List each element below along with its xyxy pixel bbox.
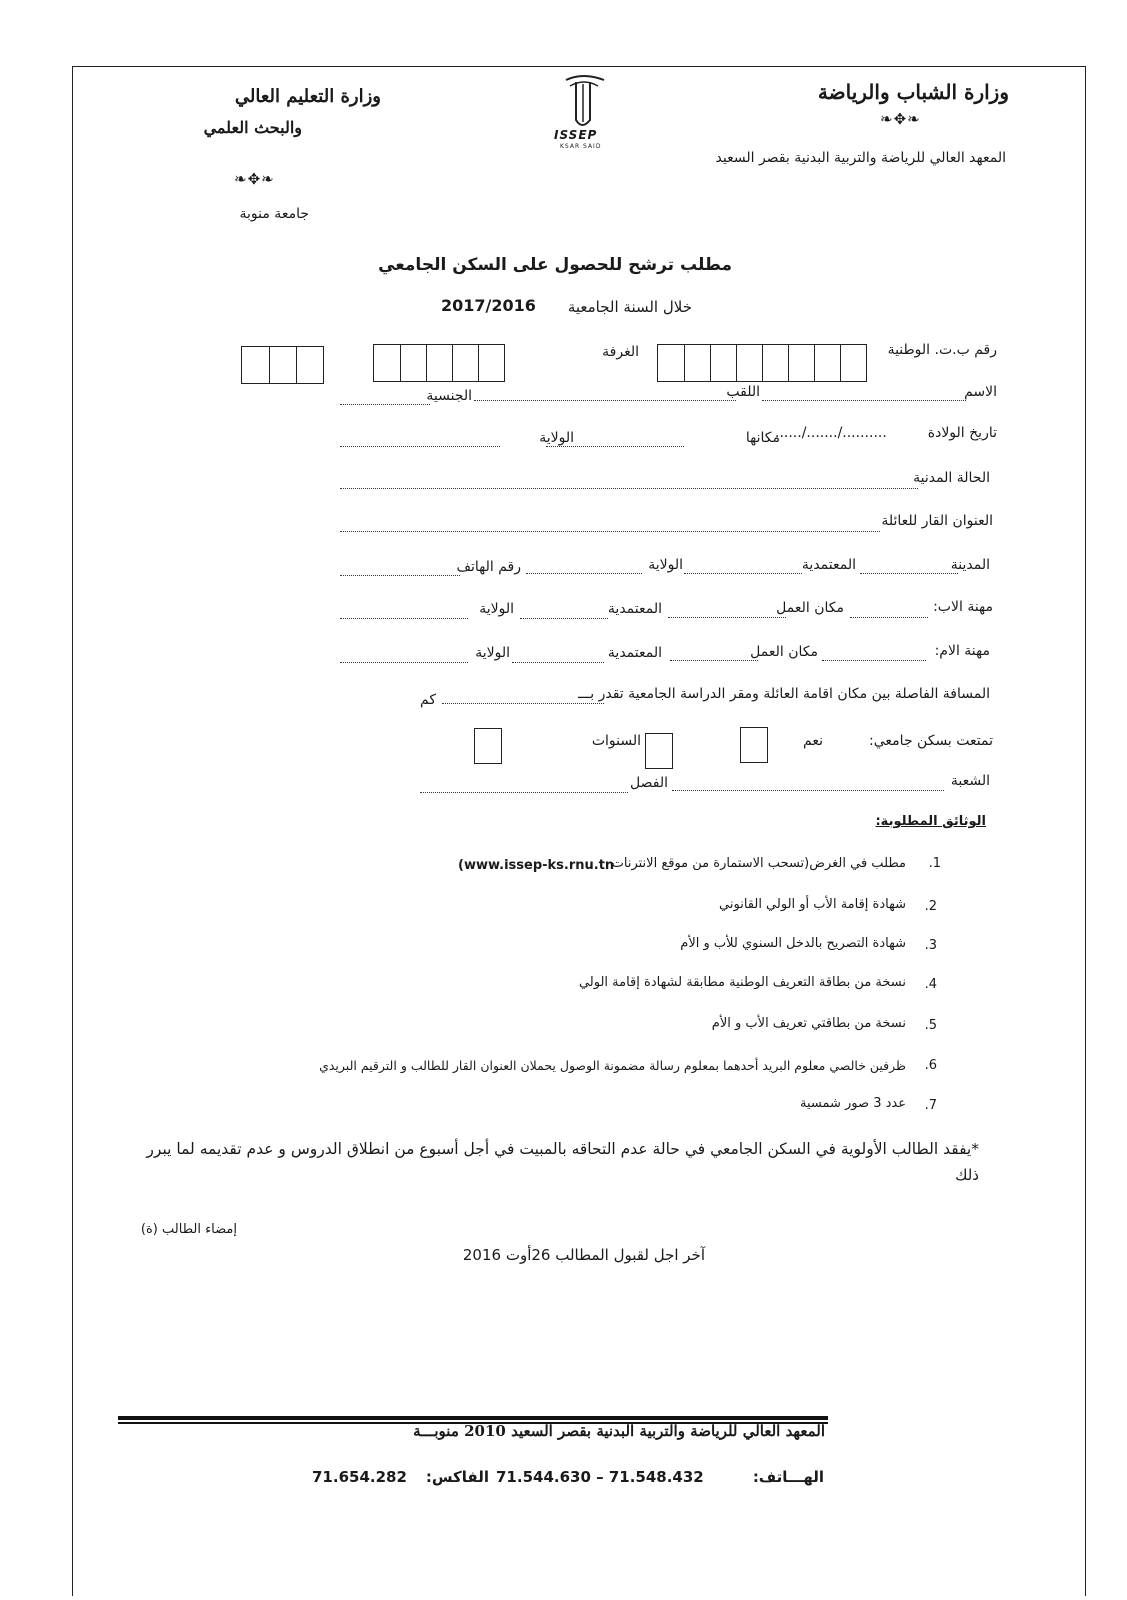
label-room: الغرفة — [602, 344, 639, 360]
years-box[interactable] — [645, 733, 673, 769]
label-mother-workplace: مكان العمل — [750, 644, 818, 660]
label-city-governorate: الولاية — [648, 557, 683, 573]
footer-phones: 71.544.630 – 71.548.432 — [496, 1468, 704, 1486]
label-father-workplace: مكان العمل — [776, 600, 844, 616]
label-yes: نعم — [803, 733, 823, 749]
label-city: المدينة — [950, 557, 990, 573]
doc-item-4-number: 4. — [924, 977, 937, 992]
doc-item-1-url: (www.issep-ks.rnu.tn — [458, 858, 615, 873]
label-km: كم — [420, 692, 436, 708]
first-name-field[interactable] — [762, 400, 966, 401]
label-birth-place: مكانها — [745, 430, 780, 446]
label-first-name: الاسم — [964, 384, 997, 400]
label-civil-status: الحالة المدنية — [913, 470, 990, 486]
father-delegation-field[interactable] — [520, 618, 608, 619]
birth-governorate-field[interactable] — [340, 446, 500, 447]
header-ornament-right: ❧✥❧ — [880, 110, 921, 128]
doc-item-1-number: 1. — [928, 856, 941, 871]
city-field[interactable] — [860, 573, 958, 574]
father-workplace-field[interactable] — [668, 617, 786, 618]
label-semester: الفصل — [630, 775, 668, 791]
priority-note-end: ذلك — [955, 1166, 979, 1184]
form-subtitle: خلال السنة الجامعية — [567, 298, 692, 316]
doc-item-7-number: 7. — [924, 1098, 937, 1113]
footer-rule-thick — [118, 1416, 828, 1420]
room-boxes[interactable] — [373, 344, 505, 382]
student-signature-label: إمضاء الطالب (ة) — [140, 1222, 237, 1237]
label-housing-benefit: تمتعت بسكن جامعي: — [869, 733, 993, 749]
doc-item-5-text: نسخة من بطاقتي تعريف الأب و الأم — [711, 1016, 906, 1031]
no-checkbox[interactable] — [474, 728, 502, 764]
logo-text: ISSEP — [554, 128, 598, 142]
extra-code-boxes[interactable] — [241, 346, 324, 384]
father-job-field[interactable] — [850, 617, 928, 618]
mother-governorate-field[interactable] — [340, 662, 468, 663]
semester-field[interactable] — [420, 792, 628, 793]
header-youth-ministry: وزارة الشباب والرياضة — [817, 80, 1009, 104]
mother-delegation-field[interactable] — [512, 662, 604, 663]
doc-item-5-number: 5. — [924, 1018, 937, 1033]
civil-status-field[interactable] — [340, 488, 918, 489]
label-mother-delegation: المعتمدية — [607, 645, 662, 661]
city-delegation-field[interactable] — [684, 573, 802, 574]
label-city-delegation: المعتمدية — [801, 557, 856, 573]
label-years: السنوات — [591, 733, 641, 749]
label-mother-governorate: الولاية — [475, 645, 510, 661]
doc-item-3-number: 3. — [924, 938, 937, 953]
label-father-governorate: الولاية — [479, 601, 514, 617]
label-branch: الشعبة — [950, 773, 990, 789]
logo-subtext: KSAR SAID — [560, 143, 602, 150]
label-family-address: العنوان القار للعائلة — [881, 513, 993, 529]
father-governorate-field[interactable] — [340, 618, 468, 619]
header-scientific-research: والبحث العلمي — [203, 118, 302, 137]
phone-field[interactable] — [340, 575, 460, 576]
footer-fax: 71.654.282 — [312, 1468, 407, 1486]
issep-emblem-icon — [548, 72, 618, 134]
footer-fax-label: الفاكس: — [425, 1468, 489, 1486]
header-higher-ed-ministry: وزارة التعليم العالي — [234, 86, 381, 107]
label-birth-governorate: الولاية — [539, 430, 574, 446]
academic-year: 2017/2016 — [441, 296, 536, 315]
label-nationality: الجنسية — [426, 388, 472, 404]
branch-field[interactable] — [672, 790, 944, 791]
doc-item-1-text: مطلب في الغرض(تسحب الاستمارة من موقع الانترنات — [611, 856, 906, 871]
issep-logo — [548, 72, 618, 154]
documents-heading: الوثائق المطلوبة: — [875, 814, 986, 829]
birth-place-field[interactable] — [546, 446, 684, 447]
distance-field[interactable] — [442, 703, 604, 704]
city-governorate-field[interactable] — [526, 573, 642, 574]
doc-item-6-text: ظرفين خالصي معلوم البريد أحدهما بمعلوم رسالة مضمونة الوصول يحملان العنوان القار للطالب و الترقيم البريدي — [319, 1058, 906, 1073]
doc-item-2-text: شهادة إقامة الأب أو الولي القانوني — [719, 897, 906, 912]
footer-institute: المعهد العالي للرياضة والتربية البدنية بقصر السعيد 2010 منوبـــة — [413, 1422, 825, 1440]
footer-phone-label: الهـــاتف: — [752, 1468, 824, 1486]
yes-checkbox[interactable] — [740, 727, 768, 763]
header-institute: المعهد العالي للرياضة والتربية البدنية بقصر السعيد — [715, 150, 1006, 166]
document-frame — [72, 66, 1086, 1596]
label-father-delegation: المعتمدية — [607, 601, 662, 617]
label-father-job: مهنة الاب: — [933, 599, 993, 615]
nationality-field[interactable] — [340, 404, 430, 405]
header-ornament-left: ❧✥❧ — [234, 170, 275, 188]
last-name-field[interactable] — [474, 400, 736, 401]
label-last-name: اللقب — [726, 384, 760, 400]
doc-item-3-text: شهادة التصريح بالدخل السنوي للأب و الأم — [680, 936, 906, 951]
doc-item-7-text: عدد 3 صور شمسية — [800, 1096, 906, 1111]
label-national-id: رقم ب.ت. الوطنية — [887, 342, 997, 358]
birth-date-field[interactable]: ....../......./.......... — [775, 425, 887, 441]
header-university: جامعة منوبة — [239, 206, 309, 222]
label-birth-date: تاريخ الولادة — [927, 425, 997, 441]
family-address-field[interactable] — [340, 531, 880, 532]
form-title: مطلب ترشح للحصول على السكن الجامعي — [378, 255, 732, 275]
doc-item-2-number: 2. — [924, 899, 937, 914]
mother-workplace-field[interactable] — [670, 660, 758, 661]
label-distance: المسافة الفاصلة بين مكان اقامة العائلة ومقر الدراسة الجامعية تقدر بـــ — [577, 686, 990, 702]
doc-item-4-text: نسخة من بطاقة التعريف الوطنية مطابقة لشهادة إقامة الولي — [578, 975, 906, 990]
deadline-note: آخر اجل لقبول المطالب 26أوت 2016 — [462, 1246, 705, 1264]
priority-note: *يفقد الطالب الأولوية في السكن الجامعي في حالة عدم التحاقه بالمبيت في أجل أسبوع من انطلاق الدروس و عدم تقديمه لما يبرر — [146, 1140, 979, 1158]
label-phone: رقم الهاتف — [456, 559, 521, 575]
label-mother-job: مهنة الام: — [934, 643, 990, 659]
national-id-boxes[interactable] — [657, 344, 867, 382]
doc-item-6-number: 6. — [924, 1058, 937, 1073]
mother-job-field[interactable] — [822, 660, 926, 661]
